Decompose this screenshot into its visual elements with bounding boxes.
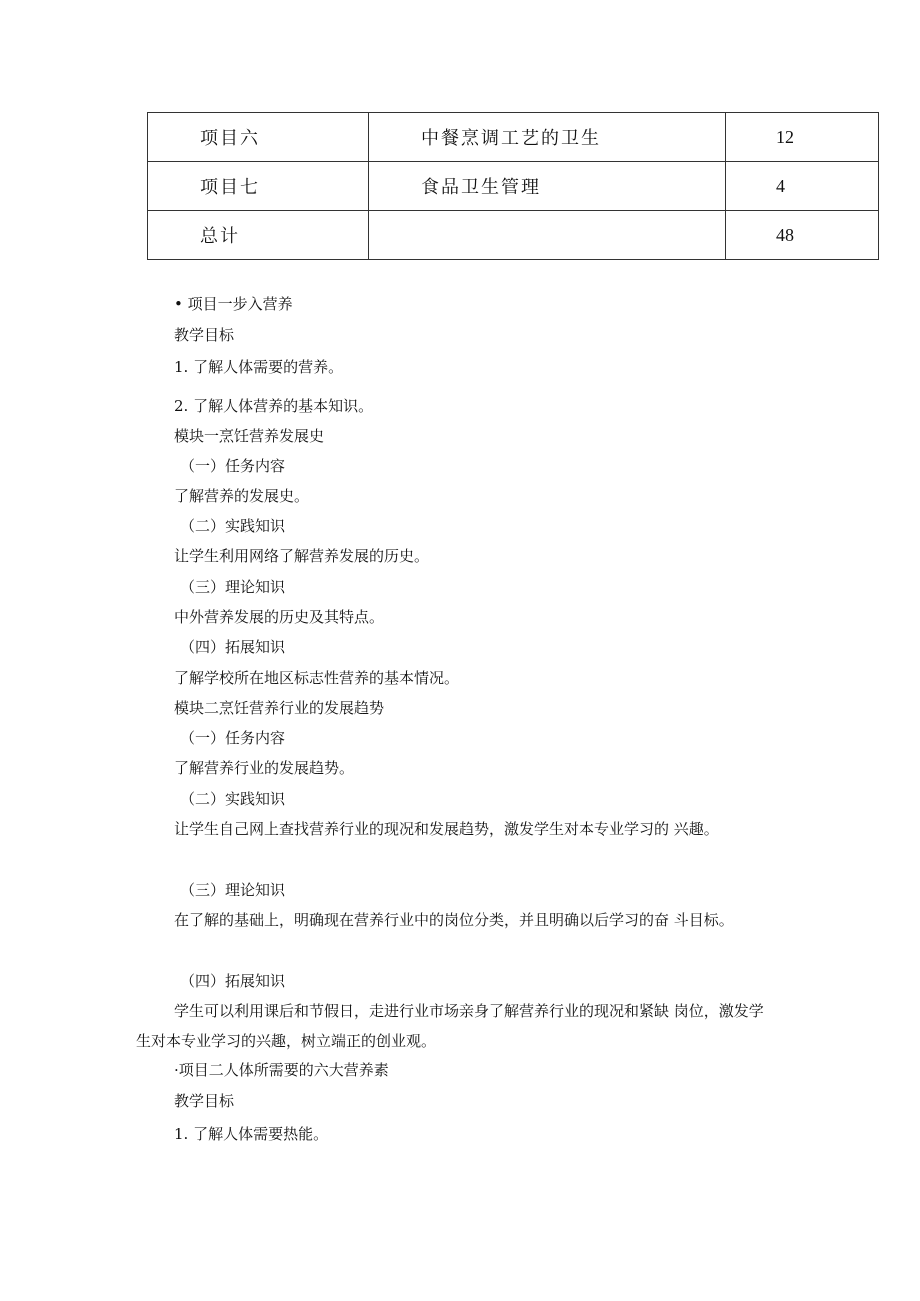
goal-item: 1. 了解人体需要热能。	[174, 1125, 329, 1143]
teaching-goals-heading: 教学目标	[174, 1092, 235, 1110]
section-heading: （三）理论知识	[180, 578, 286, 596]
section-text: 中外营养发展的历史及其特点。	[174, 608, 385, 626]
module-two-heading: 模块二烹饪营养行业的发展趋势	[174, 699, 385, 717]
section-text: 了解学校所在地区标志性营养的基本情况。	[174, 669, 460, 687]
course-hours-table	[147, 112, 879, 260]
hours-cell: 12	[726, 113, 879, 162]
content-cell	[369, 211, 726, 260]
section-text: 了解营养的发展史。	[174, 487, 310, 505]
section-heading: （三）理论知识	[180, 881, 286, 899]
table-row	[148, 113, 879, 162]
project-two-heading: ·项目二人体所需要的六大营养素	[174, 1061, 389, 1079]
project-cell: 项目六	[148, 113, 369, 162]
hours-cell: 48	[726, 211, 879, 260]
teaching-goals-heading: 教学目标	[174, 326, 235, 344]
section-heading: （四）拓展知识	[180, 972, 286, 990]
hours-cell: 4	[726, 162, 879, 211]
section-paragraph: 让学生自己网上查找营养行业的现况和发展趋势，激发学生对本专业学习的 兴趣。	[174, 820, 719, 838]
section-paragraph: 学生可以利用课后和节假日，走进行业市场亲身了解营养行业的现况和紧缺 岗位，激发学生对本专业学习的兴趣，树立端正的创业观。	[136, 1002, 764, 1050]
project-cell: 项目七	[148, 162, 369, 211]
content-cell: 中餐烹调工艺的卫生	[369, 113, 726, 162]
table-row	[148, 162, 879, 211]
section-text: 了解营养行业的发展趋势。	[174, 759, 355, 777]
section-text: 让学生利用网络了解营养发展的历史。	[174, 547, 430, 565]
project-cell: 总计	[148, 211, 369, 260]
section-heading: （一）任务内容	[180, 457, 286, 475]
section-heading: （二）实践知识	[180, 790, 286, 808]
section-heading: （四）拓展知识	[180, 638, 286, 656]
project-one-heading: • 项目一步入营养	[174, 295, 293, 313]
table-row	[148, 211, 879, 260]
section-heading: （二）实践知识	[180, 517, 286, 535]
section-heading: （一）任务内容	[180, 729, 286, 747]
goal-item: 2. 了解人体营养的基本知识。	[174, 397, 374, 415]
content-cell: 食品卫生管理	[369, 162, 726, 211]
section-paragraph: 在了解的基础上，明确现在营养行业中的岗位分类，并且明确以后学习的奋 斗目标。	[174, 911, 734, 929]
goal-item: 1. 了解人体需要的营养。	[174, 358, 344, 376]
module-one-heading: 模块一烹饪营养发展史	[174, 427, 325, 445]
